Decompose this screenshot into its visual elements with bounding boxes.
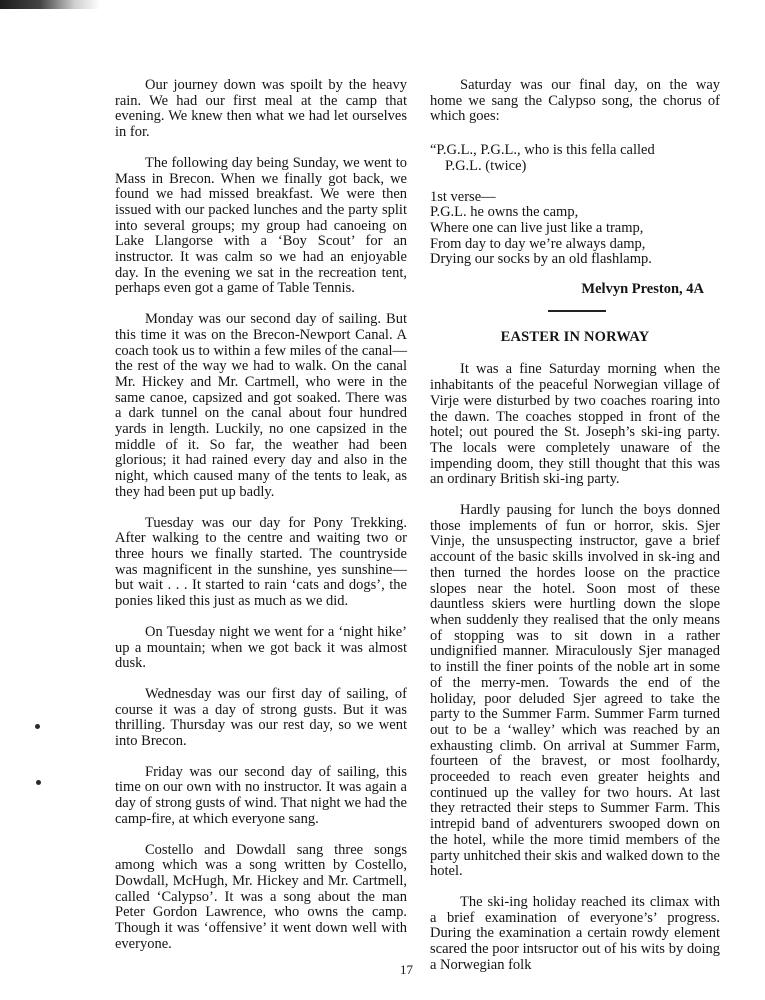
scan-dot	[35, 724, 40, 729]
verse-line: P.G.L. he owns the camp,	[430, 204, 579, 221]
verse-line: Where one can live just like a tramp,	[430, 219, 644, 236]
verse-line: Drying our socks by an old flashlamp.	[430, 251, 652, 268]
paragraph: Costello and Dowdall sang three songs among which was a song written by Costello, Dowdall, McHugh, Mr. Hickey and Mr. Cartmell, called ‘Calypso’. It was a song about the man Peter Gordon Lawrence, who owns the camp. Though it was ‘offensive’ it went down well with everyone.	[115, 841, 407, 952]
article-title: EASTER IN NORWAY	[500, 328, 650, 345]
paragraph: On Tuesday night we went for a ‘night hike’ up a mountain; when we got back it was almost dusk.	[115, 623, 407, 672]
verse-line: 1st verse—	[430, 188, 496, 205]
right-column	[430, 78, 720, 988]
paragraph: Hardly pausing for lunch the boys donned those implements of fun or horror, skis. Sjer Vinje, the unsuspecting instructor, gave a brief account of the basic skills involved in sk-ing and then turned the hordes loose on the practice slopes near the hotel. Soon most of these dauntless skiers were hurtling down the slope when suddenly they realised that the only means of stopping was to sit down in a rather undignified manner. Miraculously Sjer managed to instill the finer points of the noble art in some of the merry-men. Towards the end of the holiday, poor deluded Sjer agreed to take the party to the Summer Farm. Summer Farm turned out to be a ‘walley’ which was reached by an exhausting climb. On arrival at Summer Farm, fourteen of the bravest, or most foolhardy, proceeded to reach even greater heights and continued up the valley for two hours. At last they retracted their steps to Summer Farm. This intrepid band of adventurers swooped down on the hotel, while the more timid members of the party unhitched their skis and walked down to the hotel.	[430, 502, 720, 880]
scan-edge-mark	[0, 0, 100, 9]
section-divider	[548, 310, 606, 312]
paragraph: Friday was our second day of sailing, this time on our own with no instructor. It was again a day of strong gusts of wind. That night we had the camp-fire, at which everyone sang.	[115, 763, 407, 827]
paragraph: Tuesday was our day for Pony Trekking. After walking to the centre and waiting two or three hours we finally started. The countryside was magnificent in the sunshine, yes sunshine—but wait . . . It started to rain ‘cats and dogs’, the ponies liked this just as much as we did.	[115, 514, 407, 610]
paragraph: Our journey down was spoilt by the heavy rain. We had our first meal at the camp that evening. We knew then what we had let ourselves in for.	[115, 77, 407, 141]
page-number: 17	[400, 962, 413, 977]
left-column	[115, 78, 407, 967]
song-verse	[430, 190, 720, 269]
chorus-line: P.G.L. (twice)	[445, 157, 527, 174]
song-chorus	[430, 143, 720, 174]
paragraph: Saturday was our final day, on the way home we sang the Calypso song, the chorus of which goes:	[430, 77, 720, 125]
paragraph: Monday was our second day of sailing. But this time it was on the Brecon-Newport Canal. A coach took us to within a few miles of the canal—the rest of the way we had to walk. On the canal Mr. Hickey and Mr. Cartmell, who were in the same canoe, capsized and got soaked. There was a dark tunnel on the canal about four hundred yards in length. Luckily, no one capsized in the middle of it. So far, the weather had been glorious; it had rained every day and also in the night, which caused many of the tents to leak, as they had been put up badly.	[115, 311, 407, 500]
paragraph: It was a fine Saturday morning when the inhabitants of the peaceful Norwegian village of Virje were disturbed by two coaches roaring into the dawn. The coaches stopped in front of the hotel; out poured the St. Joseph’s ski-ing party. The locals were completely unaware of the impending doom, they still thought that this was an ordinary British ski-ing party.	[430, 361, 720, 488]
paragraph: The ski-ing holiday reached its climax with a brief examination of everyone’s’ progress. During the examination a certain rowdy element scared the poor intsructor out of his wits by doing a Norwegian folk	[430, 893, 720, 973]
paragraph: The following day being Sunday, we went to Mass in Brecon. When we finally got back, we found we had missed breakfast. We were then issued with our packed lunches and the party split into several groups; my group had canoeing on Lake Llangorse with a ‘Boy Scout’ for an instructor. It was calm so we had an enjoyable day. In the evening we sat in the recreation tent, perhaps even got a game of Table Tennis.	[115, 154, 407, 297]
chorus-line: “P.G.L., P.G.L., who is this fella called	[430, 142, 655, 159]
scan-dot	[36, 780, 41, 785]
verse-line: From day to day we’re always damp,	[430, 235, 646, 252]
paragraph: Wednesday was our first day of sailing, of course it was a day of strong gusts. But it was thrilling. Thursday was our rest day, so we went into Brecon.	[115, 685, 407, 750]
author-signature: Melvyn Preston, 4A	[581, 281, 704, 298]
